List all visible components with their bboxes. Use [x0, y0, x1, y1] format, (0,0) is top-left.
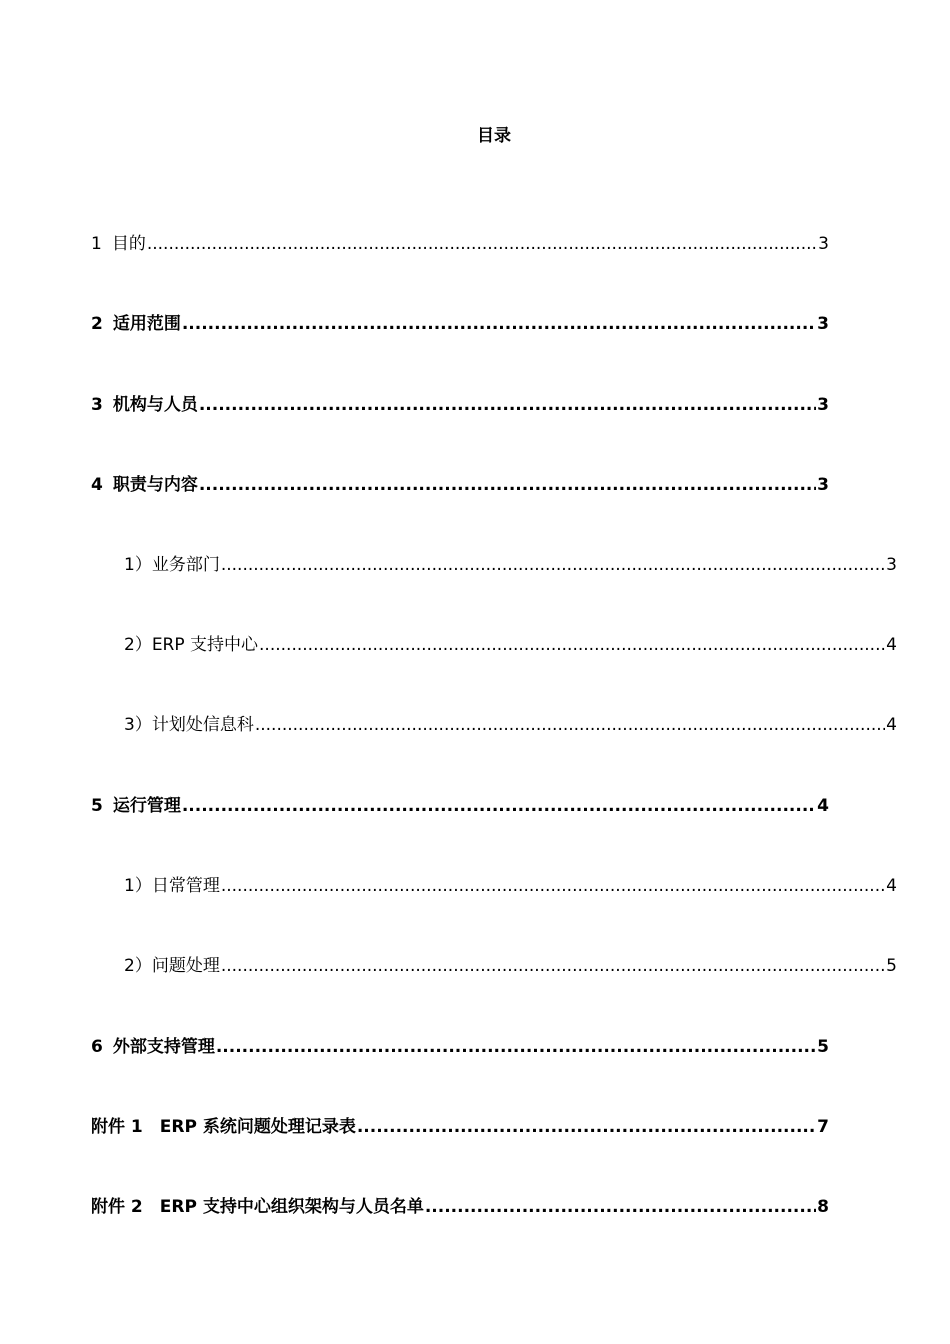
- toc-entry-organization[interactable]: [91, 393, 829, 417]
- toc-entry-number: 3: [91, 395, 103, 415]
- toc-dot-leader: [221, 874, 885, 898]
- toc-subentry-erp-support-center[interactable]: [124, 633, 897, 657]
- toc-entry-title: 2）问题处理: [124, 956, 220, 976]
- toc-entry-external-support[interactable]: [91, 1035, 829, 1059]
- toc-entry-page: 3: [817, 314, 829, 334]
- toc-entry-number: 4: [91, 475, 103, 495]
- toc-entry-title: 2）ERP 支持中心: [124, 635, 259, 655]
- toc-entry-number: 2: [91, 314, 103, 334]
- toc-entry-title: 1）业务部门: [124, 555, 220, 575]
- toc-dot-leader: [221, 553, 885, 577]
- toc-entry-responsibilities[interactable]: [91, 473, 829, 497]
- toc-dot-leader: [255, 713, 885, 737]
- toc-entry-title: 附件 2 ERP 支持中心组织架构与人员名单: [91, 1197, 424, 1217]
- toc-entry-title: 目的: [111, 234, 146, 254]
- toc-subentry-business-dept[interactable]: [124, 553, 897, 577]
- toc-dot-leader: [425, 1195, 816, 1219]
- toc-entry-page: 3: [817, 395, 829, 415]
- toc-entry-page: 4: [886, 876, 897, 896]
- toc-entry-page: 3: [886, 555, 897, 575]
- toc-entry-title: 1）日常管理: [124, 876, 220, 896]
- toc-entry-purpose[interactable]: [91, 232, 829, 256]
- toc-dot-leader: [199, 473, 816, 497]
- toc-entry-operation-management[interactable]: [91, 794, 829, 818]
- page-title: 目录: [477, 126, 511, 146]
- toc-entry-title: 附件 1 ERP 系统问题处理记录表: [91, 1117, 356, 1137]
- toc-entry-page: 4: [817, 796, 829, 816]
- toc-dot-leader: [147, 232, 817, 256]
- toc-entry-page: 7: [817, 1117, 829, 1137]
- toc-entry-title: 职责与内容: [112, 475, 198, 495]
- toc-dot-leader: [199, 393, 816, 417]
- toc-entry-page: 4: [886, 635, 897, 655]
- toc-entry-number: 1: [91, 234, 102, 254]
- toc-entry-attachment-1[interactable]: [91, 1115, 829, 1139]
- toc-entry-page: 3: [818, 234, 829, 254]
- toc-entry-page: 4: [886, 715, 897, 735]
- toc-entry-page: 3: [817, 475, 829, 495]
- toc-entry-number: 5: [91, 796, 103, 816]
- toc-entry-title: 外部支持管理: [112, 1037, 215, 1057]
- toc-entry-number: 6: [91, 1037, 103, 1057]
- toc-dot-leader: [216, 1035, 816, 1059]
- toc-dot-leader: [357, 1115, 816, 1139]
- toc-entry-title: 机构与人员: [112, 395, 198, 415]
- toc-dot-leader: [182, 794, 816, 818]
- toc-entry-page: 5: [886, 956, 897, 976]
- toc-subentry-planning-info-section[interactable]: [124, 713, 897, 737]
- toc-dot-leader: [182, 312, 816, 336]
- toc-entry-page: 5: [817, 1037, 829, 1057]
- toc-entry-title: 3）计划处信息科: [124, 715, 254, 735]
- toc-subentry-daily-management[interactable]: [124, 874, 897, 898]
- toc-entry-scope[interactable]: [91, 312, 829, 336]
- toc-entry-attachment-2[interactable]: [91, 1195, 829, 1219]
- toc-entry-page: 8: [817, 1197, 829, 1217]
- toc-dot-leader: [221, 954, 885, 978]
- toc-subentry-issue-handling[interactable]: [124, 954, 897, 978]
- toc-dot-leader: [259, 633, 885, 657]
- toc-entry-title: 适用范围: [112, 314, 181, 334]
- toc-entry-title: 运行管理: [112, 796, 181, 816]
